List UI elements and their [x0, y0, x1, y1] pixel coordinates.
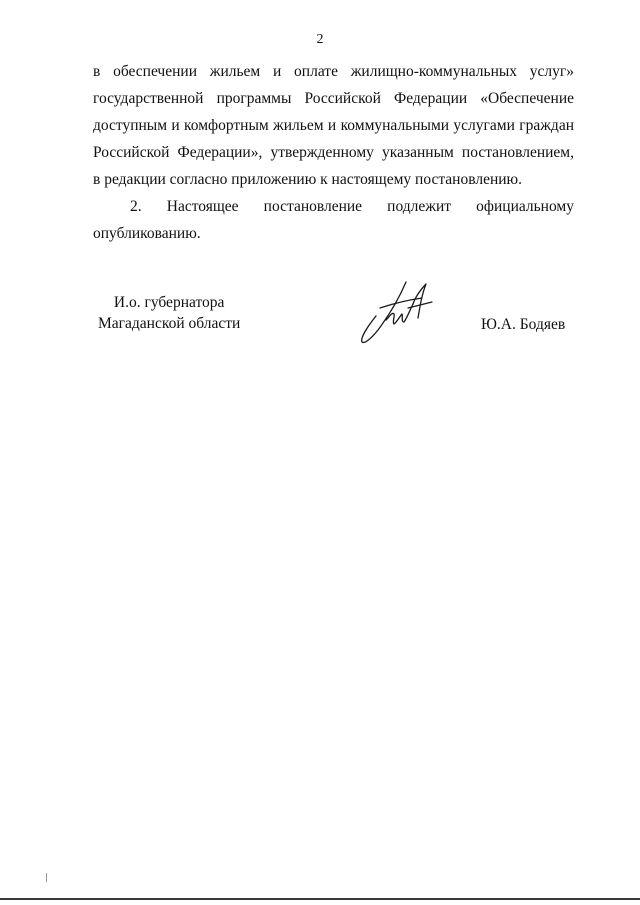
paragraph-1-line-4: Российской Федерации», утвержденному указанным постановлением,	[93, 144, 574, 161]
signer-title-line-1: И.о. губернатора	[113, 294, 225, 311]
page-number: 2	[316, 32, 324, 47]
signer-title	[98, 292, 240, 334]
signer-title-line-2: Магаданской области	[98, 315, 241, 332]
paragraph-1-line-3: доступным и комфортным жильем и коммунальными услугами граждан	[93, 117, 574, 134]
paragraph-2-line-1: 2. Настоящее постановление подлежит официальному	[130, 198, 574, 215]
handwritten-signature	[356, 280, 436, 346]
paragraph-1-line-5: в редакции согласно приложению к настоящему постановлению.	[93, 171, 522, 188]
paragraph-1-line-1: в обеспечении жильем и оплате жилищно-коммунальных услуг»	[93, 63, 574, 80]
scan-edge-line	[0, 898, 640, 900]
paragraph-2-line-2: опубликованию.	[93, 225, 201, 242]
paragraph-1-line-2: государственной программы Российской Федерации «Обеспечение	[93, 90, 574, 107]
body-text	[93, 58, 574, 247]
scan-artifact-dot	[46, 873, 47, 882]
signer-name: Ю.А. Бодяев	[481, 316, 566, 333]
